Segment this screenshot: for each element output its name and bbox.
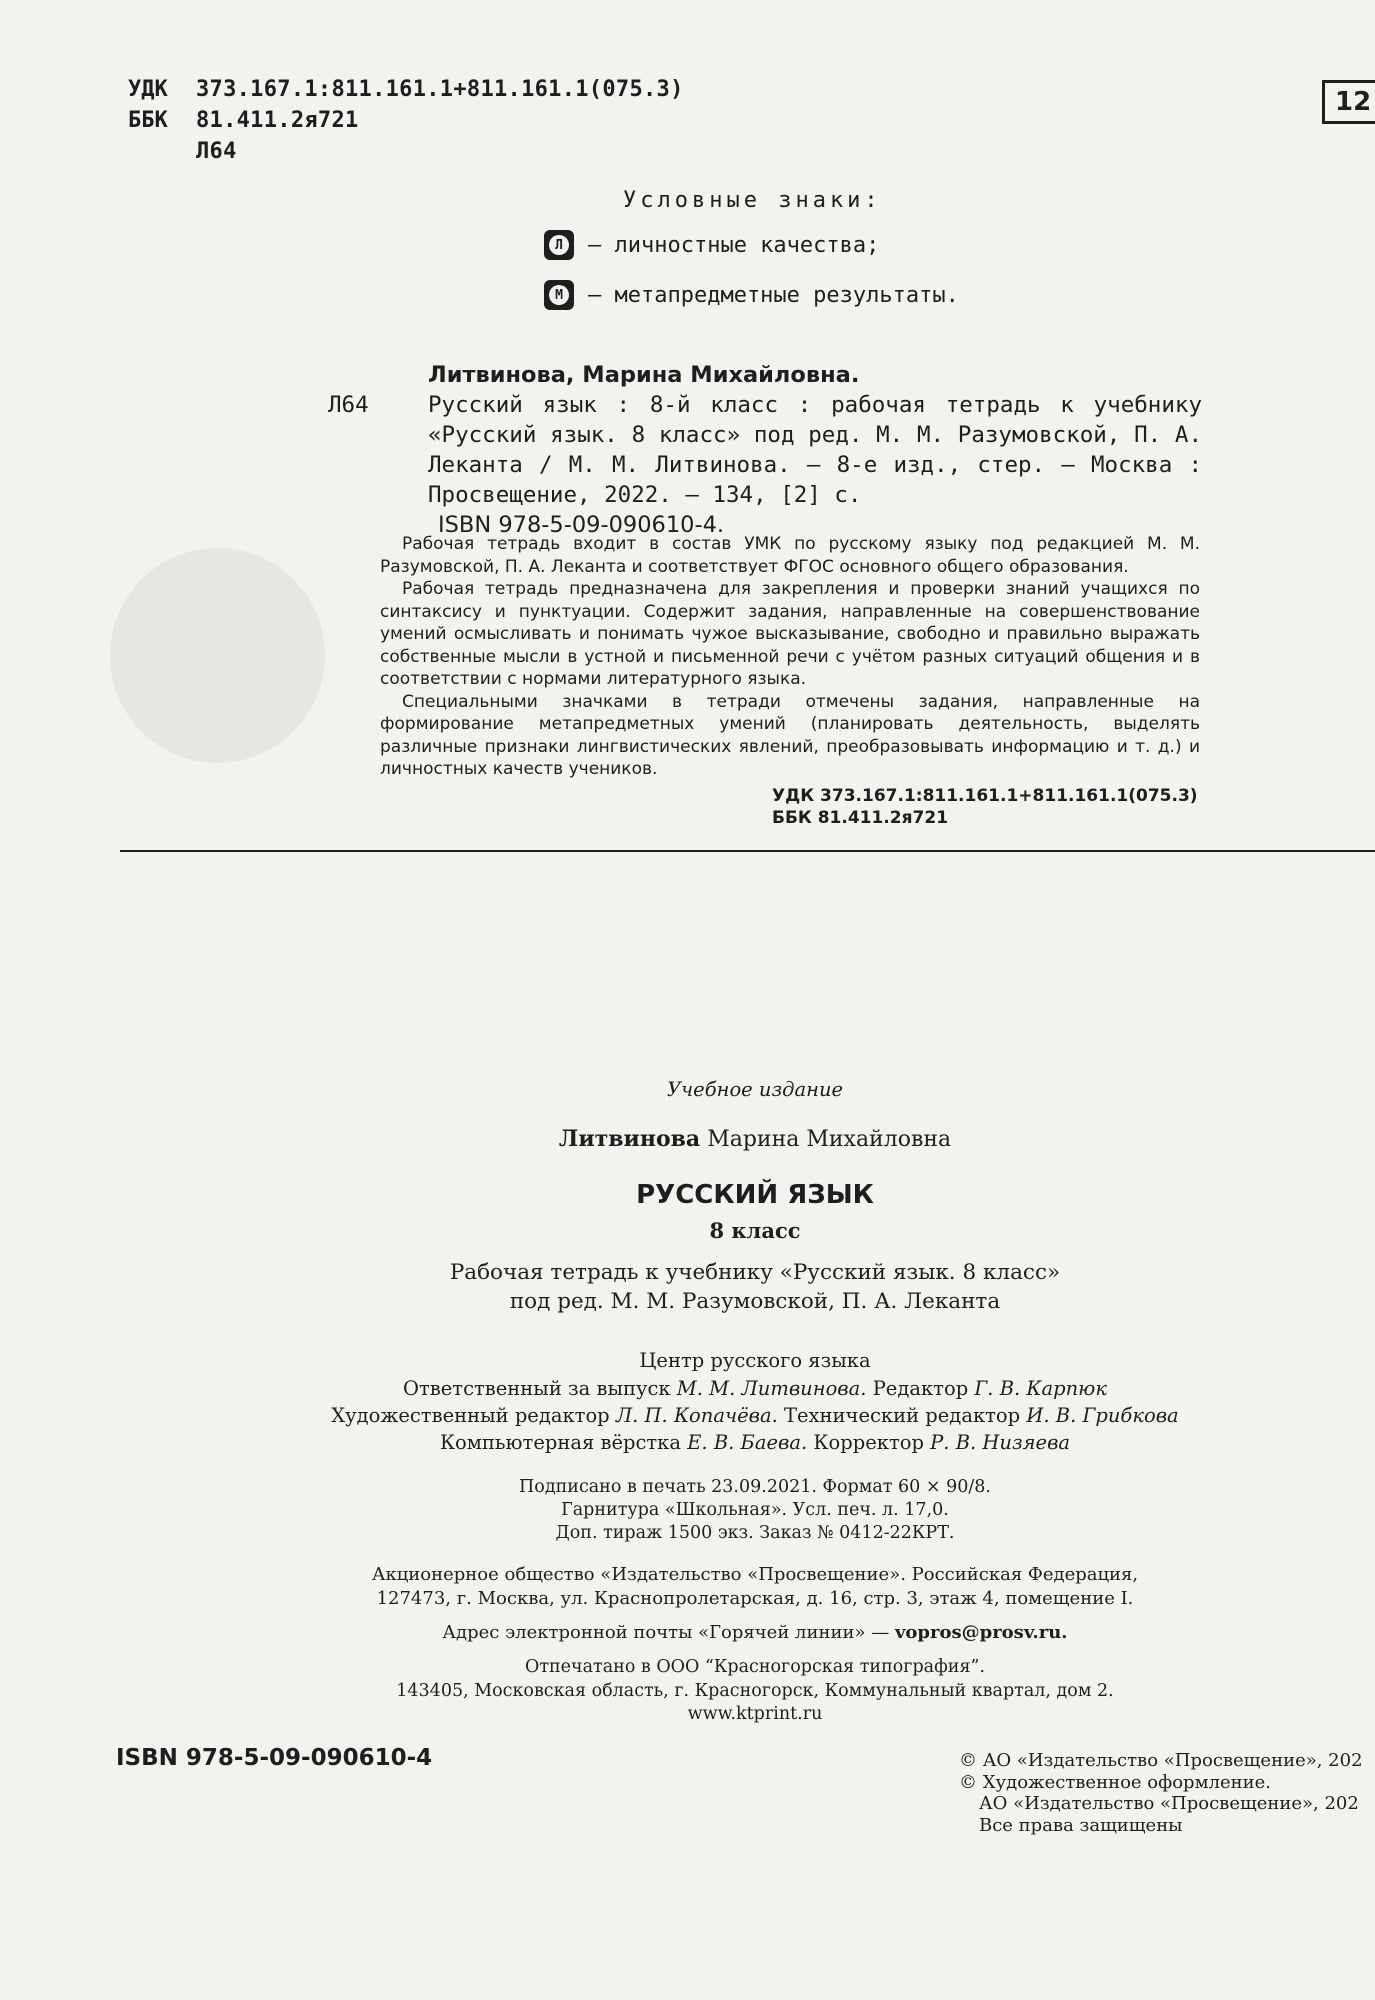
staff-row: Ответственный за выпуск М. М. Литвинова. Редактор Г. В. Карпюк (403, 1377, 1107, 1400)
bibliographic-record (328, 360, 1202, 540)
page-number: 12 (1322, 80, 1375, 124)
annotation-paragraph: Рабочая тетрадь входит в состав УМК по русскому языку под редакцией М. М. Разумовской, П. А. Леканта и соответствует ФГОС основного общего образования. (380, 534, 1200, 577)
publisher-line: Акционерное общество «Издательство «Просвещение». Российская Федерация, (371, 1564, 1139, 1585)
annotation-bbk: ББК 81.411.2я721 (772, 808, 949, 828)
imprint-author (300, 1126, 1210, 1152)
print-info-line: Подписано в печать 23.09.2021. Формат 60 × 90/8. (519, 1477, 991, 1497)
staff-list (260, 1375, 1250, 1456)
annotation-paragraph: Рабочая тетрадь предназначена для закрепления и проверки знаний учащихся по синтаксису и пунктуации. Содержит задания, направленные на совершенствование умений осмысливать и понимать чужое высказывание, свободно и правильно выражать собственные мысли в устной и письменной речи с учётом разных ситуаций общения и в соответствии с нормами литературного языка. (380, 579, 1200, 689)
divider (120, 850, 1375, 852)
bib-description: Русский язык : 8-й класс : рабочая тетрадь к учебнику «Русский язык. 8 класс» под ред. М. М. Разумовской, П. А. Леканта / М. М. Литвинова. — 8-е изд., стер. — Москва : Просвещение, 2022. — 134, [2] с. (428, 392, 1202, 508)
legend-title: Условные знаки: (623, 188, 882, 213)
bib-author: Литвинова, Марина Михайловна. (428, 362, 860, 388)
publisher-info (280, 1563, 1230, 1611)
printer-website[interactable]: www.ktprint.ru (687, 1704, 823, 1724)
center-name: Центр русского языка (639, 1349, 871, 1372)
udk-value: 373.167.1:811.161.1+811.161.1(075.3) (196, 77, 684, 102)
printer-info (280, 1656, 1230, 1727)
legend-item-metasubject (544, 280, 959, 310)
hotline-email: Адрес электронной почты «Горячей линии» — vopros@prosv.ru. (442, 1622, 1068, 1643)
publisher-line: 127473, г. Москва, ул. Краснопролетарская, д. 16, стр. 3, этаж 4, помещение I. (376, 1588, 1134, 1609)
edition-type: Учебное издание (666, 1078, 844, 1101)
bib-isbn: ISBN 978-5-09-090610-4. (438, 512, 725, 538)
udk-label: УДК (128, 77, 168, 102)
email-link[interactable]: vopros@prosv.ru. (894, 1622, 1068, 1643)
author-surname: Литвинова (558, 1126, 701, 1152)
author-mark: Л64 (196, 139, 237, 164)
grade: 8 класс (709, 1218, 801, 1243)
annotation-udk: УДК 373.167.1:811.161.1+811.161.1(075.3) (772, 785, 1198, 806)
subtitle-line: под ред. М. М. Разумовской, П. А. Леканта (509, 1289, 1001, 1314)
copyright-block (959, 1750, 1363, 1836)
print-info-line: Доп. тираж 1500 экз. Заказ № 0412-22КРТ. (555, 1523, 955, 1543)
annotation (380, 533, 1200, 830)
print-info-line: Гарнитура «Школьная». Усл. печ. л. 17,0. (561, 1500, 949, 1520)
subtitle-line: Рабочая тетрадь к учебнику «Русский язык. 8 класс» (449, 1260, 1061, 1285)
bbk-label: ББК (128, 108, 168, 133)
author-name: Марина Михайловна (707, 1127, 952, 1152)
copyright-line: Все права защищены (979, 1814, 1183, 1836)
subtitle (300, 1258, 1210, 1316)
book-title: РУССКИЙ ЯЗЫК (636, 1180, 874, 1210)
printer-line: 143405, Московская область, г. Красногорск, Коммунальный квартал, дом 2. (396, 1680, 1114, 1701)
metasubject-results-icon: М (544, 280, 574, 310)
staff-row: Художественный редактор Л. П. Копачёва. Технический редактор И. В. Грибкова (331, 1404, 1179, 1427)
printer-line: Отпечатано в ООО “Красногорская типография”. (524, 1657, 986, 1677)
legend-item-text: — метапредметные результаты. (588, 282, 959, 308)
legend-item-personal (544, 230, 879, 260)
copyright-line: © АО «Издательство «Просвещение», 202 (959, 1750, 1363, 1771)
show-through-cover-disc (110, 548, 325, 763)
classification-header (128, 74, 684, 167)
copyright-line: АО «Издательство «Просвещение», 202 (979, 1793, 1359, 1814)
footer-isbn: ISBN 978-5-09-090610-4 (116, 1745, 433, 1771)
staff-row: Компьютерная вёрстка Е. В. Баева. Корректор Р. В. Низяева (439, 1431, 1071, 1454)
annotation-paragraph: Специальными значками в тетради отмечены задания, направленные на формирование метапредметных умений (планировать деятельность, выделять различные признаки лингвистических явлений, преобразовывать информацию и т. д.) и личностных качеств учеников. (380, 691, 1200, 779)
bib-code: Л64 (328, 392, 369, 418)
personal-qualities-icon: Л (544, 230, 574, 260)
copyright-line: © Художественное оформление. (959, 1771, 1272, 1793)
bbk-value: 81.411.2я721 (196, 108, 359, 133)
legend-item-text: — личностные качества; (588, 232, 880, 258)
print-info (300, 1476, 1210, 1545)
